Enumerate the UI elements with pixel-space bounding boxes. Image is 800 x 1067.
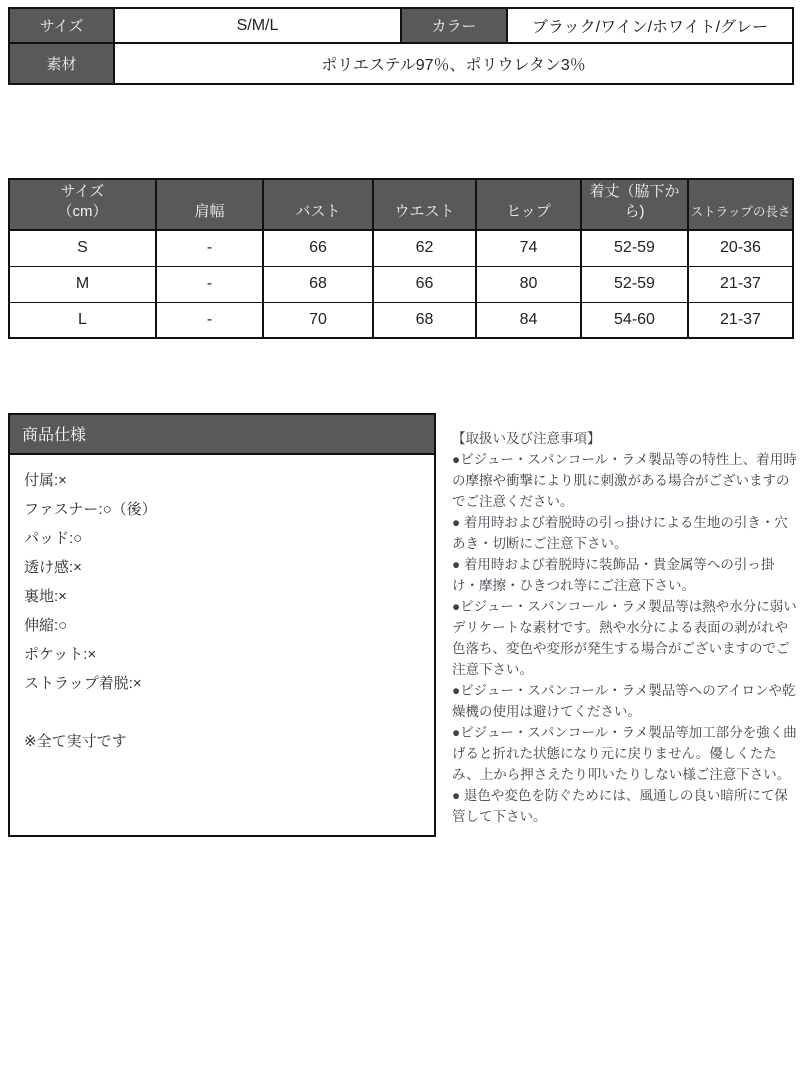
notices-title: 【取扱い及び注意事項】 [452,431,601,446]
waist-cell: 68 [373,302,476,338]
product-attributes-table [8,7,794,85]
size-header-line1: サイズ [60,183,105,200]
strap-header-cell: ストラップの長さ [688,179,793,230]
shoulder-cell: - [156,302,263,338]
handling-notices [452,428,797,827]
spec-item-strap-detachable: ストラップ着脱:× [24,675,142,692]
notice-heat-moisture: ●ビジュー・スパンコール・ラメ製品等は熱や水分に弱いデリケートな素材です。熱や水分による表面の剥がれや色落ち、変色や変形が発生する場合がございますのでご注意下さい。 [452,599,797,677]
size-label-cell: サイズ [9,8,114,43]
bust-cell: 70 [263,302,373,338]
material-label-cell: 素材 [9,43,114,84]
shoulder-cell: - [156,266,263,302]
size-row-l [9,302,793,338]
size-row-m [9,266,793,302]
spec-item-stretch: 伸縮:○ [24,617,68,634]
strap-cell: 20-36 [688,230,793,266]
notice-storage: ● 退色や変色を防ぐためには、風通しの良い暗所にて保管して下さい。 [452,788,788,824]
table-row [9,8,793,43]
size-cell: L [9,302,156,338]
notice-friction: ●ビジュー・スパンコール・ラメ製品等の特性上、着用時の摩擦や衝撃により肌に刺激がある場合がございますのでご注意ください。 [452,452,797,509]
spec-item-accessory: 付属:× [24,472,67,489]
size-chart-header-row [9,179,793,230]
color-value-cell: ブラック/ワイン/ホワイト/グレー [507,8,793,43]
spec-item-pad: パッド:○ [24,530,83,547]
notice-iron-dryer: ●ビジュー・スパンコール・ラメ製品等へのアイロンや乾燥機の使用は避けてください。 [452,683,796,719]
size-cell: M [9,266,156,302]
spec-item-pocket: ポケット:× [24,646,97,663]
size-cell: S [9,230,156,266]
table-row [9,43,793,84]
color-label-cell: カラー [401,8,507,43]
length-cell: 54-60 [581,302,688,338]
length-cell: 52-59 [581,266,688,302]
waist-cell: 66 [373,266,476,302]
spec-item-sheerness: 透け感:× [24,559,82,576]
hip-header-cell: ヒップ [476,179,581,230]
strap-cell: 21-37 [688,302,793,338]
notice-snagging: ● 着用時および着脱時の引っ掛けによる生地の引き・穴あき・切断にご注意下さい。 [452,515,788,551]
length-header-cell: 着丈（脇下から) [581,179,688,230]
size-value-cell: S/M/L [114,8,401,43]
spec-note-actual-size: ※全て実寸です [24,733,127,750]
spec-box-title: 商品仕様 [10,415,434,455]
size-chart-table [8,178,794,339]
size-cm-header-cell [9,179,156,230]
notice-bending: ●ビジュー・スパンコール・ラメ製品等加工部分を強く曲げると折れた状態になり元に戻りません。優しくたたみ、上から押さえたり叩いたりしない様ご注意下さい。 [452,725,797,782]
size-row-s [9,230,793,266]
shoulder-cell: - [156,230,263,266]
bust-cell: 66 [263,230,373,266]
hip-cell: 74 [476,230,581,266]
bust-header-cell: バスト [263,179,373,230]
waist-cell: 62 [373,230,476,266]
spec-item-fastener: ファスナー:○（後） [24,501,157,518]
material-value-cell: ポリエステル97％、ポリウレタン3％ [114,43,793,84]
hip-cell: 80 [476,266,581,302]
spec-box-body [10,455,434,767]
shoulder-header-cell: 肩幅 [156,179,263,230]
strap-cell: 21-37 [688,266,793,302]
waist-header-cell: ウエスト [373,179,476,230]
spec-item-lining: 裏地:× [24,588,67,605]
product-spec-box [8,413,436,837]
bust-cell: 68 [263,266,373,302]
hip-cell: 84 [476,302,581,338]
notice-accessories: ● 着用時および着脱時に装飾品・貴金属等への引っ掛け・摩擦・ひきつれ等にご注意下さい。 [452,557,775,593]
size-header-line2: （cm） [57,203,108,220]
length-cell: 52-59 [581,230,688,266]
